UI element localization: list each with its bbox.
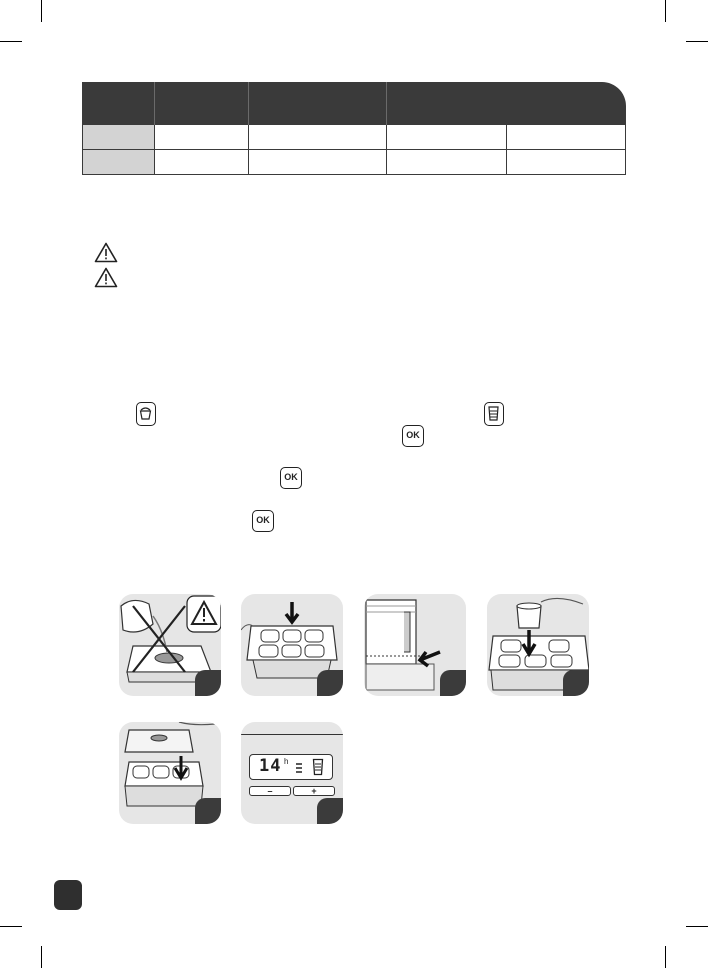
- crop-mark: [41, 0, 42, 22]
- step-number-badge: [317, 670, 343, 696]
- row-label-cell: [82, 125, 154, 149]
- drinkable-yogurt-icon: [312, 758, 324, 776]
- step-illustration-6: [241, 722, 343, 824]
- crop-mark: [665, 0, 666, 22]
- step-illustration-3: [364, 594, 466, 696]
- minus-button[interactable]: [249, 786, 291, 796]
- step-illustration-5: [119, 722, 221, 824]
- warning-triangle-icon: [94, 242, 118, 263]
- step-number-badge: [195, 798, 221, 824]
- table-row: [82, 150, 626, 175]
- lcd-screen: [249, 754, 333, 780]
- ok-button-icon: OK: [280, 467, 302, 489]
- lcd-hours-value: 14: [259, 756, 282, 776]
- drinkable-yogurt-icon: [484, 402, 504, 426]
- crop-mark: [41, 946, 42, 968]
- step-illustration-2: [241, 594, 343, 696]
- step-illustration-4: [487, 594, 589, 696]
- plus-button[interactable]: [293, 786, 335, 796]
- crop-mark: [686, 926, 708, 927]
- page-number-box: [54, 880, 82, 910]
- minus-label: –: [267, 786, 273, 796]
- step-illustration-1: [119, 594, 221, 696]
- plus-label: +: [311, 786, 317, 796]
- step-number-badge: [195, 670, 221, 696]
- table-row: [82, 125, 626, 150]
- table-header: [82, 82, 626, 125]
- crop-mark: [665, 946, 666, 968]
- lcd-hours-unit: h: [284, 757, 289, 766]
- ok-button-icon: OK: [252, 510, 274, 532]
- step-number-badge: [440, 670, 466, 696]
- crop-mark: [686, 41, 708, 42]
- yogurt-pot-icon: [136, 402, 156, 426]
- lcd-panel-top: [241, 734, 343, 735]
- crop-mark: [0, 926, 22, 927]
- step-number-badge: [563, 670, 589, 696]
- program-table: [82, 82, 626, 176]
- row-label-cell: [82, 150, 154, 174]
- warning-triangle-icon: [94, 267, 118, 288]
- step-number-badge: [317, 798, 343, 824]
- ok-button-icon: OK: [402, 425, 424, 447]
- level-bars-icon: [295, 762, 303, 774]
- crop-mark: [0, 41, 22, 42]
